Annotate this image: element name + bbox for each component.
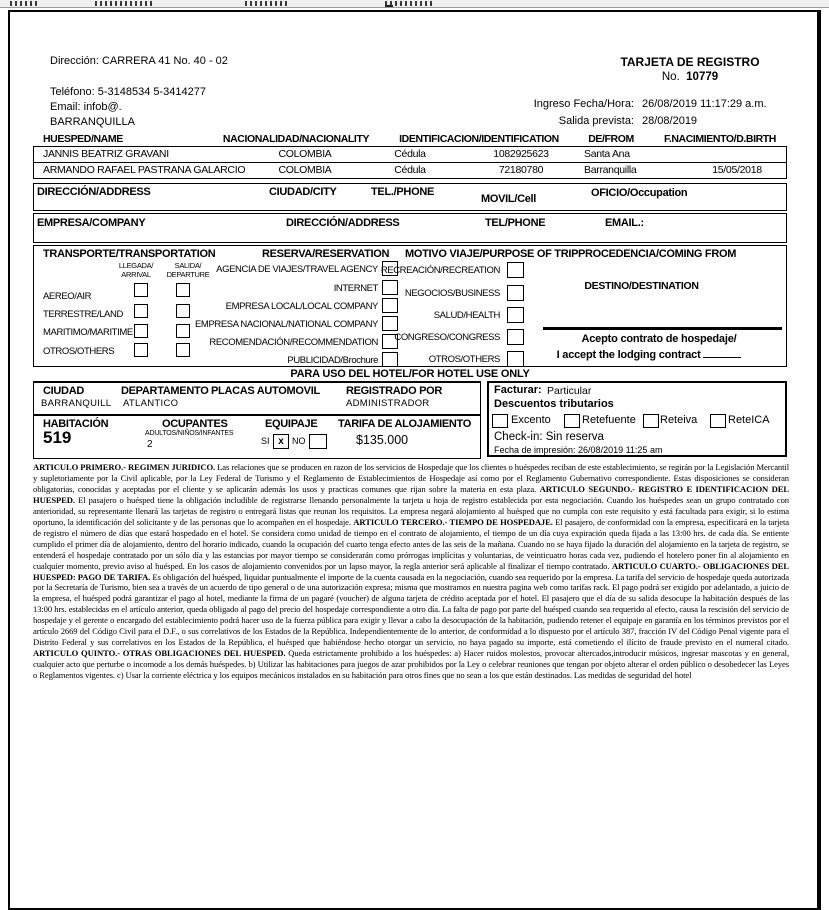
col-header-birth: F.NACIMIENTO/D.BIRTH: [664, 133, 776, 145]
occupants-label: OCUPANTES: [162, 418, 228, 430]
hotel-use-right-box: [487, 381, 787, 457]
hotel-address: Dirección: CARRERA 41 No. 40 - 02: [50, 55, 228, 67]
purpose-business-checkbox: [507, 285, 524, 301]
guest-id-type: Cédula: [394, 148, 426, 160]
city-label: CIUDAD/CITY: [269, 186, 337, 198]
hotel-phone: Teléfono: 5-3148534 5-3414277: [50, 86, 206, 98]
checkin-status: Check-in: Sin reserva: [494, 431, 604, 443]
transport-others-label: OTROS/OTHERS: [43, 346, 115, 357]
legal-text: ARTICULO PRIMERO.- REGIMEN JURIDICO. Las relaciones que se producen en razon de los servicios de Hospedaje que los clientes o huéspedes reciban de este establecimiento, se regirán por la Legislación Mercantil y supletoriamente por la Civil aplicable, por la Ley Federal de Turismo y el Reglamento de Establecimientos de Hospedaje así como por el Reglamento Gubernativo correspondiente. Estas disposiciones se consideran obligatorias, conocidas y aceptadas por el cliente y se aplicarán además los usos y practicas comunes que rijan sobre la materia en esta plaza. ARTICULO SEGUNDO.- REGISTRO E IDENTIFICACION DEL HUESPED. El pasajero o huésped tiene la obligación includible de registrarse llenando personalmente la tarjeta u hoja de registro establecida por esta negociación. Cuando los huéspedes sean un grupo contratado con anterioridad, su representante llenará las tarjetas de registro o entregará listas que reunan los requisitos. La empresa negará alojamiento al huésped que no cumpla con este requisito y está facultada para exigir, si lo estima oportuno, la identificación del solicitante y de las personas que lo acompañen en el hospedaje. ARTICULO TERCERO.- TIEMPO DE HOSPEDAJE. El pasajero, de conformidad con la empresa, especificará en la tarjeta de registro el número de días que estará hospedado en el hotel. Se considera como unidad de tiempo en el contrato de alojamiento, el tiempo de un día cuya expiración queda fijada a las 13:00 hrs. de cada día. Se entiente cumplido el primer día de alojamiento, dentro del horario indicado, cuando la ocupación del cuarto tenga efecto antes de las seis de la mañana. Cuando no se haya fijado la duración del alojamiento en la tarjeta de registro, se entenderá el hospedaje contratado por un sólo día y las estancias por mayor tiempo se considerarán como prórrogas implícitas y voluntarias, de veinticuatro horas cada vez, pudiendo el hotelero poner fin al alojamiento en cualquier momento, previo aviso al huésped. En los casos de alojamiento convenidos por un lapso mayor, la regla anterior será aplicable al finalizar el tiempo contratado. ARTICULO CUARTO.- OBLIGACIONES DEL HUESPED: PAGO DE TARIFA. Es obligación del huésped, liquidar puntualmente el importe de la cuenta causada en la negociación, cuando sea requerido por la empresa. La tarifa del servicio de hospedaje queda autorizada por la Secretaría de Turismo, bien sea a través de un acuerdo de tipo general o de una autorización expresa; misma que mostramos en nuestra pagina web como tarifas rack. El pago podrá ser exigido por adelantado, a juicio de la empresa, el huésped podrá garantizar el pago al hotel, mediante la firma de un pagaré (voucher) de alguna tarjeta de crédito aceptada por el hotel. El pasajero que el día de su salida desocupe la habitación después de las 13:00 hrs. establecidas en el artículo anterior, queda obligado al pago del precio del hospedaje correspondiente a otro día. La falta de pago por parte del huésped cuando sea requerido al efecto, causa la rescisión del servicio de hospedaje y el gerente o encargado del establecimiento podrá hacer uso de la fuerza pública para exigir y llevar a cabo la desocupación de la habitación, pudiendo retener el equipaje en garantía en los términos previstos por el artículo 2669 del Código Civil para el D.F., o sus correlativos de los Estados de la República. Independientemente de lo anterior, de conformidad a lo dispuesto por el artículo 387, fracción IV del Código Penal vigente para el Distrito Federal y sus correlativos en los Estados de la República, el huésped que habiéndose hecho otorgar un servicio, no haya pagado su importe, está cometiendo el ilícito de fraude previsto en el numeral citado. ARTICULO QUINTO.- OTRAS OBLIGACIONES DEL HUESPED. Queda estrictamente prohibido a los huéspedes: a) Hacer ruidos molestos, provocar altercados,introducir músicos, ingresar mascotas y en general, cualquier acto que perturbe o incomode a los demás huéspedes. b) Utilizar las habitaciones para juegos de azar prohibidos por la Ley o celebrar reuniones que tengan por objeto alterar el orden público o desobedecer las Leyes o Reglamentos vigentes. c) Usar la corriente eléctrica y los equipos mecánicos instalados en su habitación para otros fines que no sean a los que están destinados. Las medidas de seguridad del hotel: [33, 462, 790, 681]
billing-label: Facturar:: [494, 384, 542, 396]
guest-from: Barranquilla: [584, 164, 637, 176]
luggage-yes-label: SI: [261, 436, 270, 446]
origin-title: PROCEDENCIA/COMING FROM: [578, 248, 737, 260]
col-header-from: DE/FROM: [588, 133, 634, 145]
occupation-label: OFICIO/Occupation: [591, 187, 688, 199]
accept-signature-blank: [703, 347, 741, 358]
transport-air-label: AEREO/AIR: [43, 291, 92, 302]
document-title: TARJETA DE REGISTRO: [620, 55, 760, 69]
luggage-no-checkbox: [309, 434, 327, 449]
occupants-count: 2: [147, 439, 153, 450]
accept-contract-line1: Acepto contrato de hospedaje/: [581, 333, 737, 345]
company-row: [33, 213, 787, 243]
guest-id-type: Cédula: [394, 164, 426, 176]
col-header-identification: IDENTIFICACION/IDENTIFICATION: [399, 133, 559, 145]
guest-nationality: COLOMBIA: [278, 148, 332, 160]
purpose-others-checkbox: [507, 351, 524, 367]
retefuente-checkbox: [564, 414, 580, 428]
transport-land-label: TERRESTRE/LAND: [43, 309, 123, 320]
transport-maritime-label: MARITIMO/MARITIME: [43, 327, 133, 338]
menu-item-fragment[interactable]: [95, 1, 153, 6]
hotel-city: BARRANQUILLA: [50, 116, 135, 128]
purpose-recreation-label: RECREACIÓN/RECREATION: [380, 265, 500, 276]
billing-value: Particular: [547, 385, 592, 397]
company-email-label: EMAIL.:: [605, 217, 644, 229]
purpose-title: MOTIVO VIAJE/PURPOSE OF TRIP: [405, 248, 579, 260]
reservation-agency-label: AGENCIA DE VIAJES/TRAVEL AGENCY: [216, 264, 378, 275]
guest-row: [33, 146, 787, 163]
reservation-internet-label: INTERNET: [333, 283, 378, 294]
registered-by-value: ADMINISTRADOR: [346, 398, 430, 409]
reservation-title: RESERVA/RESERVATION: [262, 248, 390, 260]
reservation-local-company-label: EMPRESA LOCAL/LOCAL COMPANY: [225, 301, 378, 312]
checkout-date-label: Salida prevista:: [558, 115, 634, 127]
mobile-label: MOVIL/Cell: [481, 193, 537, 205]
purpose-recreation-checkbox: [507, 262, 524, 278]
excento-label: Excento: [511, 414, 551, 426]
col-header-nationality: NACIONALIDAD/NACIONALITY: [222, 133, 370, 145]
departure-col-label: SALIDA/ DEPARTURE: [166, 261, 210, 279]
menu-item-underline: [385, 5, 393, 7]
reteica-label: ReteICA: [728, 414, 770, 426]
room-label: HABITACIÓN: [43, 418, 109, 430]
registered-by-label: REGISTRADO POR: [346, 385, 443, 397]
guest-nationality: COLOMBIA: [278, 164, 332, 176]
guest-birth: 15/05/2018: [712, 164, 762, 176]
reservation-recommendation-label: RECOMENDACIÓN/RECOMMENDATION: [209, 337, 378, 348]
reservation-brochure-label: PUBLICIDAD/Brochure: [287, 355, 378, 366]
guest-name: JANNIS BEATRIZ GRAVANI: [43, 148, 169, 160]
purpose-congress-label: CONGRESO/CONGRESS: [394, 332, 500, 343]
registration-card-page: [8, 10, 821, 910]
phone-label: TEL./PHONE: [371, 186, 435, 198]
purpose-health-label: SALUD/HEALTH: [433, 310, 500, 321]
document-number: No. 10779: [661, 71, 719, 83]
address-label: DIRECCIÓN/ADDRESS: [37, 186, 151, 198]
purpose-congress-checkbox: [507, 329, 524, 345]
reservation-national-company-label: EMPRESA NACIONAL/NATIONAL COMPANY: [195, 319, 378, 330]
print-date: Fecha de impresión: 26/08/2019 11:25 am: [494, 445, 663, 455]
luggage-yes-checkbox: x: [273, 434, 289, 449]
company-address-label: DIRECCIÓN/ADDRESS: [286, 217, 400, 229]
luggage-no-label: NO: [292, 436, 306, 446]
purpose-business-label: NEGOCIOS/BUSINESS: [404, 288, 500, 299]
transport-title: TRANSPORTE/TRANSPORTATION: [43, 248, 216, 260]
room-number: 519: [43, 428, 72, 447]
guest-id-number: 1082925623: [493, 148, 549, 160]
menu-item-fragment[interactable]: [10, 1, 38, 6]
tax-discounts-label: Descuentos tributarios: [494, 398, 614, 410]
arrival-col-label: LLEGADA/ ARRIVAL: [118, 261, 154, 279]
department-col-label: DEPARTAMENTO: [121, 385, 209, 397]
checkout-date-value: 28/08/2019: [642, 115, 698, 127]
company-phone-label: TEL/PHONE: [485, 217, 546, 229]
hotel-email: Email: infob@.: [50, 101, 122, 113]
reteiva-checkbox: [643, 414, 659, 428]
trip-info-section: [33, 245, 787, 367]
checkin-datetime-label: Ingreso Fecha/Hora:: [533, 98, 634, 110]
retefuente-label: Retefuente: [582, 414, 636, 426]
checkin-datetime-value: 26/08/2019 11:17:29 a.m.: [642, 98, 767, 110]
plates-col-label: PLACAS AUTOMOVIL: [211, 385, 320, 397]
hotel-use-banner: PARA USO DEL HOTEL/FOR HOTEL USE ONLY: [290, 368, 530, 380]
guest-name: ARMANDO RAFAEL PASTRANA GALARCIO: [43, 164, 246, 176]
guest-row: [33, 162, 787, 179]
company-label: EMPRESA/COMPANY: [37, 217, 146, 229]
hotel-use-left-box: [33, 381, 481, 459]
luggage-label: EQUIPAJE: [265, 418, 318, 430]
destination-label: DESTINO/DESTINATION: [584, 280, 699, 292]
accept-contract-line2: I accept the lodging contract: [524, 347, 774, 361]
reteica-checkbox: [710, 414, 726, 428]
department-value: ATLANTICO: [123, 398, 179, 409]
col-header-name: HUESPED/NAME: [43, 133, 123, 145]
occupants-sub-label: ADULTOS/NIÑOS/INFANTES: [145, 430, 234, 437]
signature-line: [543, 327, 782, 330]
rate-value: $135.000: [356, 433, 409, 447]
address-row: [33, 183, 787, 211]
guest-from: Santa Ana: [584, 148, 630, 160]
city-col-label: CIUDAD: [43, 385, 84, 397]
city-value: BARRANQUILL: [41, 398, 112, 409]
purpose-others-label: OTROS/OTHERS: [428, 354, 500, 365]
reteiva-label: Reteiva: [660, 414, 698, 426]
menu-item-fragment[interactable]: [245, 1, 287, 6]
rate-label: TARIFA DE ALOJAMIENTO: [338, 418, 472, 430]
excento-checkbox: [492, 414, 508, 428]
purpose-health-checkbox: [507, 307, 524, 323]
guest-id-number: 72180780: [498, 164, 544, 176]
hotel-use-divider: [34, 414, 480, 416]
menu-bar: [0, 0, 829, 8]
